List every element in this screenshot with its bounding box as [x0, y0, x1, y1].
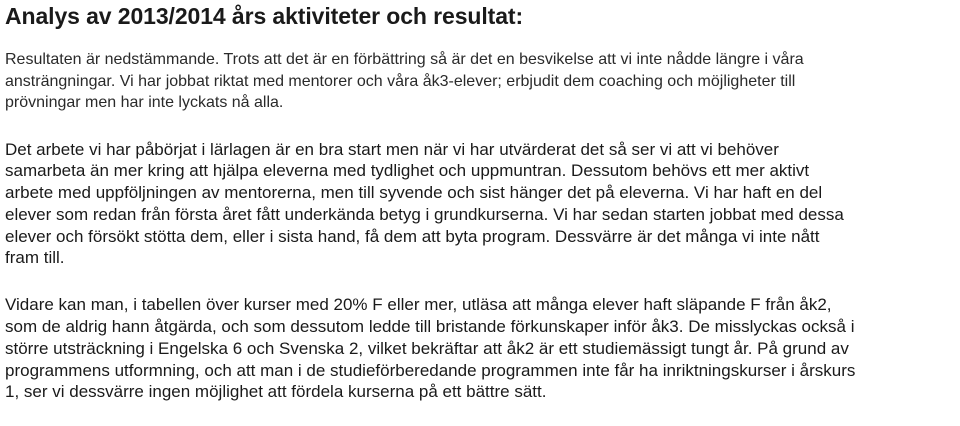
paragraph-work-in-teams — [5, 139, 955, 270]
paragraph-line: programmens utformning, och att man i de studieförberedande programmen inte får ha inriktningskurser i årskurs — [5, 360, 856, 380]
paragraph-line: som de aldrig hann åtgärda, och som dessutom ledde till bristande förkunskaper inför åk3. De misslyckas också i — [5, 317, 855, 337]
paragraph-line: arbete med uppföljningen av mentorerna, men till syvende och sist hänger det på eleverna. Vi har haft en del — [5, 183, 823, 203]
paragraph-line: Resultaten är nedstämmande. Trots att det är en förbättring så är det en besvikelse att vi inte nådde längre i våra — [5, 51, 804, 68]
paragraph-results — [5, 49, 955, 114]
paragraph-line: ansträngningar. Vi har jobbat riktat med mentorer och våra åk3-elever; erbjudit dem coaching och möjligheter till — [5, 72, 796, 90]
paragraph-line: elever som redan från första året fått underkända betyg i grundkurserna. Vi har sedan starten jobbat med dessa — [5, 204, 844, 224]
paragraph-line: större utsträckning i Engelska 6 och Svenska 2, vilket bekräftar att åk2 är ett studiemässigt tungt år. På grund av — [5, 338, 849, 358]
paragraph-line: fram till. — [5, 248, 65, 268]
paragraph-line: Vidare kan man, i tabellen över kurser med 20% F eller mer, utläsa att många elever haft släpande F från åk2, — [5, 295, 832, 315]
document-page — [5, 0, 955, 403]
paragraph-line: Det arbete vi har påbörjat i lärlagen är en bra start men när vi har utvärderat det så ser vi att vi behöver — [5, 139, 779, 159]
paragraph-course-table-analysis — [5, 294, 955, 403]
paragraph-line: prövningar men har inte lyckats nå alla. — [5, 94, 284, 111]
page-title: Analys av 2013/2014 års aktiviteter och resultat: — [5, 3, 524, 29]
paragraph-line: samarbeta än mer kring att hjälpa eleverna med tydlighet och uppmuntran. Dessutom behövs ett mer aktivt — [5, 161, 810, 181]
paragraph-line: 1, ser vi dessvärre ingen möjlighet att fördela kurserna på ett bättre sätt. — [5, 382, 547, 402]
paragraph-line: elever och försökt stötta dem, eller i sista hand, få dem att byta program. Dessvärre är det många vi inte nått — [5, 226, 820, 246]
